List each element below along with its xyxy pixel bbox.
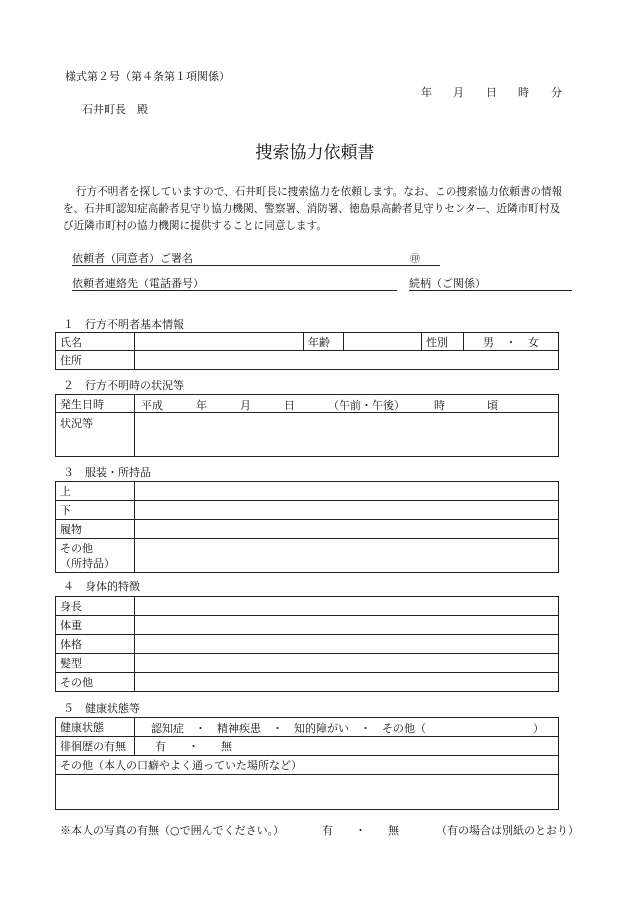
section2-heading: ２ 行方不明時の状況等	[63, 379, 184, 392]
requester-contact-line[interactable]	[72, 290, 397, 291]
month-label: 月	[240, 399, 251, 412]
name-label: 氏名	[56, 333, 135, 351]
page-title: 捜索協力依頼書	[255, 143, 375, 163]
hour-label: 時	[434, 399, 445, 412]
ampm-label: （午前・午後）	[328, 399, 405, 412]
requester-signature-label: 依頼者（同意者）ご署名	[72, 252, 193, 265]
era-label: 平成	[141, 399, 163, 412]
date-year-label: 年	[421, 86, 432, 99]
form-number: 様式第２号（第４条第１項関係）	[65, 70, 230, 83]
section4-heading: ４ 身体的特徴	[63, 580, 140, 593]
clothing-lower-label: 下	[56, 501, 135, 520]
height-label: 身長	[56, 597, 135, 616]
day-label: 日	[284, 399, 295, 412]
intro-line-2: を、石井町認知症高齢者見守り協力機関、警察署、消防署、徳島県高齢者見守りセンター、近隣市町村及	[63, 203, 561, 215]
situation-label: 状況等	[56, 413, 135, 457]
health-options-close: ）	[533, 722, 544, 735]
build-field[interactable]	[135, 635, 559, 654]
health-label: 健康状態	[56, 718, 135, 737]
sex-separator: ・	[505, 335, 517, 349]
address-field[interactable]	[135, 351, 559, 370]
requester-signature-line[interactable]	[72, 265, 440, 266]
year-label: 年	[196, 399, 207, 412]
date-minute-label: 分	[551, 86, 562, 99]
basic-info-table	[55, 332, 559, 370]
health-other-label: その他（本人の口癖やよく通っていた場所など）	[56, 756, 559, 775]
wandering-label: 徘徊歴の有無	[56, 737, 135, 756]
footwear-field[interactable]	[135, 520, 559, 539]
belongings-label-main: その他	[60, 541, 93, 555]
name-field[interactable]	[135, 333, 304, 351]
seal-mark: ㊞	[410, 254, 420, 265]
physical-other-label: その他	[56, 673, 135, 692]
intro-line-3: び近隣市町村の協力機関に提供することに同意します。	[63, 220, 327, 232]
section5-heading: ５ 健康状態等	[63, 702, 140, 715]
belongings-field[interactable]	[135, 539, 559, 573]
hairstyle-field[interactable]	[135, 654, 559, 673]
photo-note: （有の場合は別紙のとおり）	[436, 824, 579, 837]
relation-line[interactable]	[409, 290, 572, 291]
footwear-label: 履物	[56, 520, 135, 539]
health-options[interactable]: 認知症 ・ 精神疾患 ・ 知的障がい ・ その他（	[151, 722, 426, 735]
wandering-options[interactable]: 有 ・ 無	[155, 740, 232, 753]
situation-field[interactable]	[135, 413, 559, 457]
sex-label: 性別	[422, 333, 464, 351]
date-hour-label: 時	[518, 86, 529, 99]
build-label: 体格	[56, 635, 135, 654]
date-month-label: 月	[453, 86, 464, 99]
belongings-label	[56, 539, 135, 573]
weight-field[interactable]	[135, 616, 559, 635]
address-label: 住所	[56, 351, 135, 370]
datetime-label: 発生日時	[56, 395, 135, 413]
health-other-field[interactable]	[56, 775, 559, 810]
requester-contact-label: 依頼者連絡先（電話番号）	[72, 277, 204, 290]
sex-male[interactable]: 男	[483, 335, 494, 349]
health-table	[55, 717, 559, 810]
physical-table	[55, 596, 559, 692]
age-field[interactable]	[344, 333, 422, 351]
belongings-label-sub: （所持品）	[60, 556, 115, 570]
health-options-field[interactable]	[135, 718, 559, 737]
sex-options[interactable]	[464, 333, 559, 351]
datetime-field[interactable]	[135, 395, 559, 413]
situation-table	[55, 394, 559, 457]
section3-heading: ３ 服装・所持品	[63, 466, 151, 479]
about-label: 頃	[487, 399, 498, 412]
relation-label: 続柄（ご関係）	[409, 277, 486, 290]
height-field[interactable]	[135, 597, 559, 616]
intro-line-1: 行方不明者を探していますので、石井町長に捜索協力を依頼します。なお、この捜索協力依頼書の情報	[76, 186, 563, 198]
hairstyle-label: 髪型	[56, 654, 135, 673]
clothing-upper-field[interactable]	[135, 482, 559, 501]
photo-options[interactable]: 有 ・ 無	[322, 824, 399, 837]
date-day-label: 日	[486, 86, 497, 99]
photo-question: ※本人の写真の有無（○で囲んでください。）	[60, 824, 285, 837]
sex-female[interactable]: 女	[528, 335, 539, 349]
wandering-options-field[interactable]	[135, 737, 559, 756]
addressee: 石井町長 殿	[82, 103, 148, 116]
weight-label: 体重	[56, 616, 135, 635]
clothing-lower-field[interactable]	[135, 501, 559, 520]
physical-other-field[interactable]	[135, 673, 559, 692]
clothing-upper-label: 上	[56, 482, 135, 501]
age-label: 年齢	[304, 333, 344, 351]
section1-heading: １ 行方不明者基本情報	[63, 318, 184, 331]
clothing-table	[55, 481, 559, 573]
